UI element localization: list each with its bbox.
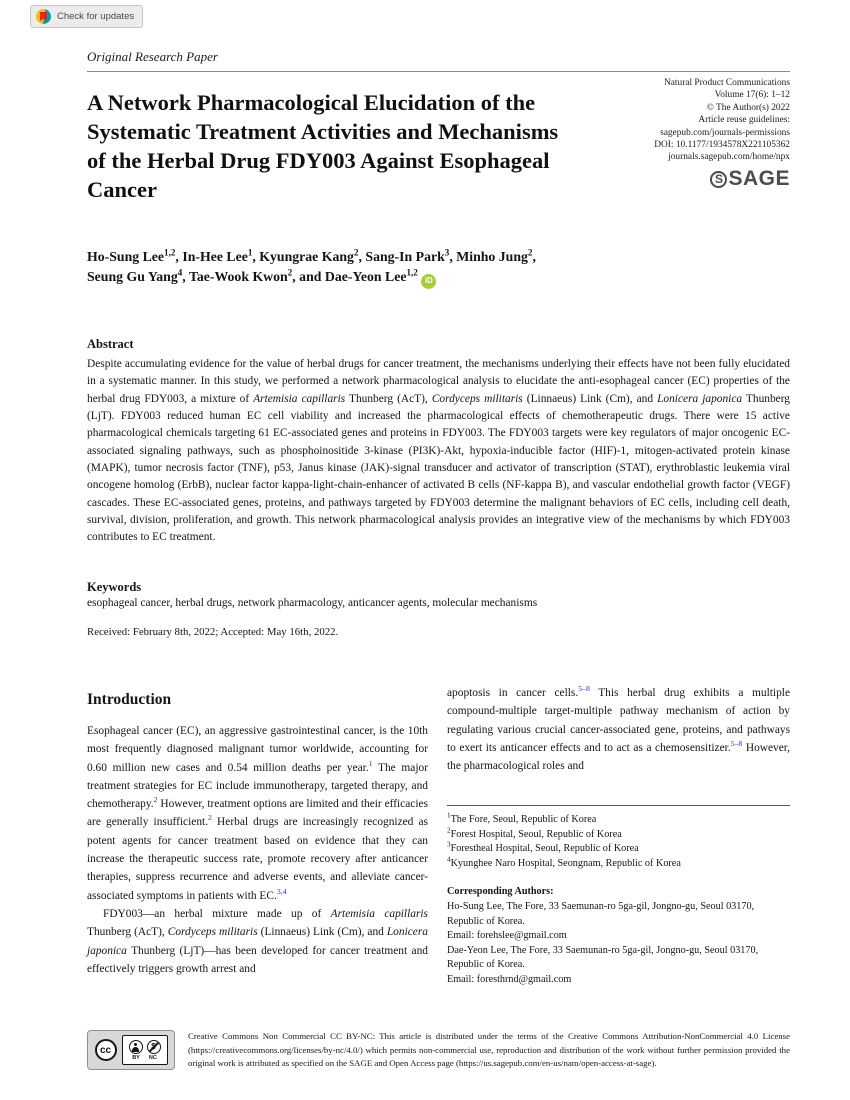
journal-volume: Volume 17(6): 1–12 (714, 90, 790, 101)
keywords-heading: Keywords (87, 580, 142, 594)
cc-icon: cc (95, 1039, 117, 1061)
journal-name: Natural Product Communications (663, 78, 790, 88)
article-type-label: Original Research Paper (87, 49, 218, 64)
check-for-updates-button[interactable] (30, 5, 143, 28)
cc-nc-label: NC (148, 1054, 157, 1061)
doi-text: DOI: 10.1177/1934578X221105362 (654, 140, 790, 151)
article-title (87, 88, 667, 204)
corresponding-author-address: Ho-Sung Lee, The Fore, 33 Saemunan-ro 5ga-gil, Jongno-gu, Seoul 03170, Republic of Korea. (447, 900, 755, 927)
permissions-link[interactable]: sagepub.com/journals-permissions (660, 127, 790, 138)
affiliation-text: Forest Hospital, Seoul, Republic of Korea (450, 828, 622, 840)
corresponding-author-email[interactable]: Email: foresthrnd@gmail.com (447, 973, 572, 985)
license-block (87, 1030, 790, 1071)
affiliation-sup: 1 (447, 811, 451, 820)
affiliation-sup: 3 (447, 840, 451, 849)
orcid-icon[interactable]: iD (421, 274, 436, 289)
footnotes-block (447, 805, 790, 988)
introduction-paragraph-3: apoptosis in cancer cells.$^{5-8}$ This herbal drug exhibits a multiple compound-multiple target-multiple pathway mechanism of action by regulating various crucial cancer-associated gene, proteins, and pathways to exert its anticancer effects and to act as a chemosensitizer.$^{5-8}$ However, the pharmacological roles and (447, 684, 790, 773)
affiliation-sup: 4 (447, 855, 451, 864)
introduction-heading: Introduction (87, 691, 172, 708)
affiliation-1 (447, 813, 790, 828)
sage-logo-word: SAGE (728, 167, 790, 190)
reuse-guidelines-label: Article reuse guidelines: (698, 115, 790, 126)
article-title-line: A Network Pharmacological Elucidation of the (87, 90, 536, 115)
keywords-text: esophageal cancer, herbal drugs, network pharmacology, anticancer agents, molecular mechanisms (87, 597, 538, 609)
received-accepted-dates: Received: February 8th, 2022; Accepted: May 16th, 2022. (87, 626, 339, 638)
corresponding-author-email[interactable]: Email: forehslee@gmail.com (447, 930, 567, 942)
crossmark-icon (36, 9, 51, 24)
introduction-paragraph-2: FDY003—an herbal mixture made up of Artemisia capillaris Thunberg (AcT), Cordyceps militaris (Linnaeus) Link (Cm), and Lonicera japonica Thunberg (LjT)—has been developed for cancer treatment and effectively triggers growth arrest and (87, 907, 428, 975)
corresponding-authors-heading: Corresponding Authors: (447, 886, 554, 898)
affiliation-4 (447, 857, 790, 872)
by-nc-box (122, 1035, 168, 1065)
cc-by-label: BY (132, 1054, 140, 1061)
affiliation-sup: 2 (447, 826, 451, 835)
affiliation-text: Kyunghee Naro Hospital, Seongnam, Republic of Korea (450, 857, 681, 869)
affiliation-2 (447, 828, 790, 843)
abstract-text: Despite accumulating evidence for the value of herbal drugs for cancer treatment, the mechanisms underlying their effects have not been fully elucidated in a systematic manner. In this study, we performed a network pharmacological analysis to elucidate the anti-esophageal cancer (EC) properties of the herbal drug FDY003, a mixture of Artemisia capillaris Thunberg (AcT), Cordyceps militaris (Linnaeus) Link (Cm), and Lonicera japonica Thunberg (LjT). FDY003 reduced human EC cell viability and increased the pharmacological effects of chemotherapeutic drugs. There were 15 active pharmacological chemicals targeting 61 EC-associated genes and proteins in FDY003. The FDY003 targets were key regulators of major oncogenic EC-associated signaling pathways, such as phosphoinositide 3-kinase (PI3K)-Akt, hypoxia-inducible factor (HIF)-1, mitogen-activated protein kinase (MAPK), tumor necrosis factor (TNF), p53, Janus kinase (JAK)-signal transducer and activator of transcription (STAT), erythroblastic leukemia viral oncogene homolog (ErbB), nuclear factor kappa-light-chain-enhancer of activated B cells (NF-kappa B), and vascular endothelial growth factor (VEGF) cascades. These EC-associated genes, proteins, and pathways targeted by FDY003 determine the malignant behaviors of EC cells, including cell death, survival, division, proliferation, and growth. This network pharmacological analysis provides an integrative view of the mechanisms by which FDY003 contributes to EC treatment. (87, 358, 791, 544)
author-list (87, 247, 687, 289)
introduction-paragraph-1: Esophageal cancer (EC), an aggressive gastrointestinal cancer, is the 10th most frequently diagnosed malignant tumor worldwide, accounting for 0.60 million new cases and 0.54 million deaths per year.$^1$ The major treatment strategies for EC include immunotherapy, targeted therapy, and chemotherapy.$^2$ However, treatment options are limited and their efficacies are generally insufficient.$^2$ Herbal drugs are increasingly recognized as potent agents for cancer treatment based on evidence that they can increase the therapeutic success rate, promote recovery after anticancer therapies, suppress recurrence and adverse events, and alleviate cancer-associated symptoms in patients with EC.$^{3,4}$ (87, 725, 428, 902)
abstract-heading: Abstract (87, 337, 134, 351)
cc-nc-dollar-icon (147, 1040, 161, 1054)
header-divider (87, 71, 790, 72)
article-title-line: of the Herbal Drug FDY003 Against Esophageal (87, 148, 550, 173)
check-for-updates-label: Check for updates (57, 11, 135, 22)
right-column (447, 684, 790, 775)
cc-by-nc-badge[interactable] (87, 1030, 175, 1070)
cc-by-person-icon (129, 1040, 143, 1054)
journal-info-block (654, 77, 790, 164)
affiliation-text: Forestheal Hospital, Seoul, Republic of Korea (450, 843, 639, 855)
journal-homepage-link[interactable]: journals.sagepub.com/home/npx (668, 152, 790, 163)
left-column (87, 691, 428, 978)
affiliation-text: The Fore, Seoul, Republic of Korea (450, 814, 597, 825)
sage-logo-s-icon: S (710, 171, 727, 188)
article-title-line: Systematic Treatment Activities and Mechanisms (87, 119, 559, 144)
affiliation-3 (447, 842, 790, 857)
corresponding-author-address: Dae-Yeon Lee, The Fore, 33 Saemunan-ro 5ga-gil, Jongno-gu, Seoul 03170, Republic of Korea. (447, 944, 759, 971)
journal-copyright: © The Author(s) 2022 (706, 102, 790, 113)
article-title-line: Cancer (87, 177, 157, 202)
license-text: Creative Commons Non Commercial CC BY-NC: This article is distributed under the terms of the Creative Commons Attribution-NonCommercial 4.0 License (https://creativecommons.org/licenses/by-nc/4.0/) which permits non-commercial use, reproduction and distribution of the work without further permission provided the original work is attributed as specified on the SAGE and Open Access page (https://us.sagepub.com/en-us/nam/open-access-at-sage). (188, 1031, 790, 1069)
author-names: Ho-Sung Lee$^{1,2}$, In-Hee Lee$^1$, Kyungrae Kang$^2$, Sang-In Park$^3$, Minho Jung$^2$, Seung Gu Yang$^4$, Tae-Wook Kwon$^2$, and Dae-Yeon Lee$^{1,2}$ (87, 247, 536, 284)
sage-logo (710, 167, 790, 191)
